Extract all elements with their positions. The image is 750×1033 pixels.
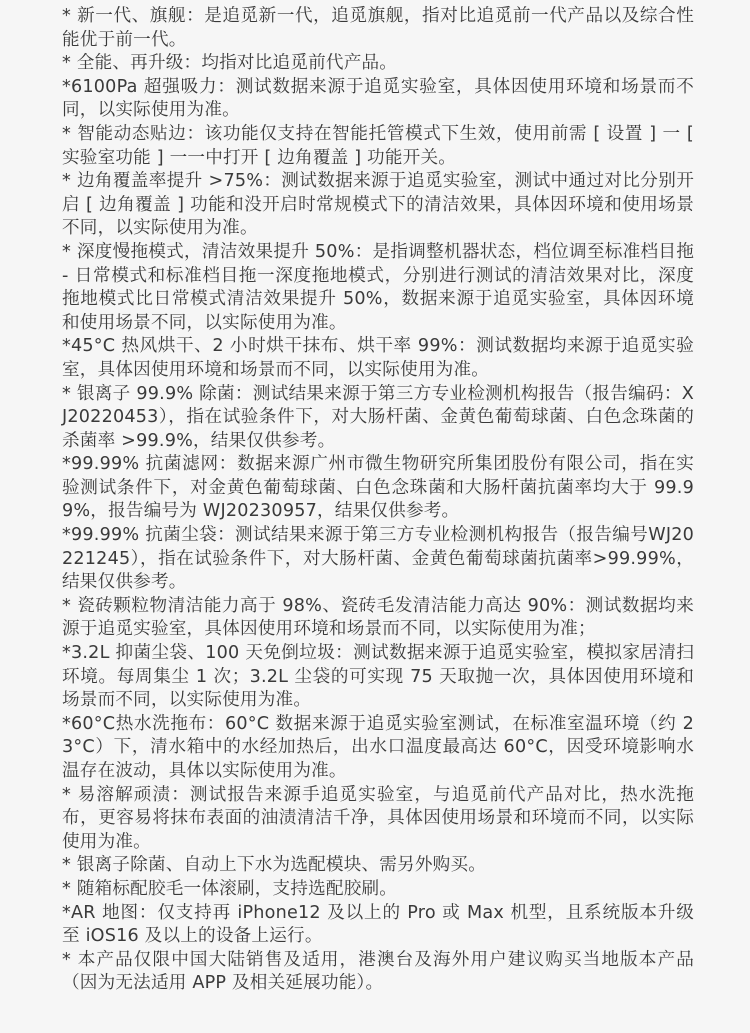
note-corner-coverage: * 边角覆盖率提升 >75%：测试数据来源于追觅实验室，测试中通过对比分别开启 [ 边角覆盖 ] 功能和没开启时常规模式下的清洁效果，具体因环境和使用场景不同，以实际使用为准。 [62,171,694,239]
note-all-round-upgrade: * 全能、再升级：均指对比追觅前代产品。 [62,53,398,74]
note-antibacterial-filter: *99.99% 抗菌滤网：数据来源广州市微生物研究所集团股份有限公司，指在实验测试条件下，对金黄色葡萄球菌、白色念珠菌和大肠杆菌抗菌率均大于 99.99%，报告编号为 WJ20230957，结果仅供参考。 [62,454,694,522]
note-optional-modules: * 银离子除菌、自动上下水为选配模块、需另外购买。 [62,855,487,876]
note-stubborn-stains: * 易溶解顽渍：测试报告来源手追觅实验室，与追觅前代产品对比，热水洗拖布，更容易将抹布表面的油渍清洁千净，具体因使用场景和环境而不同，以实际使用为准。 [62,784,694,852]
note-new-generation-flagship: * 新一代、旗舰：是追觅新一代，追觅旗舰，指对比追觅前一代产品以及综合性能优于前一代。 [62,6,694,50]
note-tile-cleaning: * 瓷砖颗粒物清洁能力高于 98%、瓷砖毛发清洁能力高达 90%：测试数据均来源于追觅实验室，具体因使用环境和场景而不同，以实际使用为准； [62,595,694,640]
note-suction-6100pa: *6100Pa 超强吸力：测试数据来源于追觅实验室，具体因使用环境和场景而不同，以实际使用为准。 [62,76,694,121]
note-region-restriction: * 本产品仅限中国大陆销售及适用，港澳台及海外用户建议购买当地版本产品（因为无法适用 APP 及相关延展功能）。 [62,949,694,994]
note-hot-water-mop-wash: *60°C热水洗拖布：60°C 数据来源于追觅实验室测试，在标准室温环境（约 23°C）下，清水箱中的水经加热后，出水口温度最高达 60°C，因受环境影响水温存在波动，具体以实际使用为准。 [62,713,694,781]
note-dust-bag-100-days: *3.2L 抑菌尘袋、100 天免倒垃圾：测试数据来源于追觅实验室，模拟家居清扫环境。每周集尘 1 次；3.2L 尘袋的可实现 75 天取抛一次，具体因使用环境和场景而不同，以实际使用为准。 [62,643,694,711]
note-silver-ion-sterilization: * 银离子 99.9% 除菌：测试结果来源于第三方专业检测机构报告（报告编码：XJ20220453），指在试验条件下，对大肠杆菌、金黄色葡萄球菌、白色念珠菌的杀菌率 >99.9%，结果仅供参考。 [62,383,694,451]
note-ar-map: *AR 地图：仅支持再 iPhone12 及以上的 Pro 或 Max 机型，且系统版本升级至 iOS16 及以上的设备上运行。 [62,902,694,947]
note-antibacterial-dust-bag: *99.99% 抗菌尘袋：测试结果来源于第三方专业检测机构报告（报告编号WJ20221245），指在试验条件下，对大肠杆菌、金黄色葡萄球菌抗菌率>99.99%，结果仅供参考。 [62,525,694,593]
note-deep-slow-mopping: * 深度慢拖模式，清洁效果提升 50%：是指调整机器状态，档位调至标准档目拖 - 日常模式和标准档目拖一深度拖地模式，分别进行测试的清洁效果对比，深度拖地模式比日常模式清洁效果提升 50%，数据来源于追觅实验室，具体因环境和使用场景不同，以实际使用为准。 [62,241,694,333]
note-roller-brush: * 随箱标配胶毛一体滚刷，支持选配胶刷。 [62,878,398,899]
note-smart-edge-cleaning: * 智能动态贴边：该功能仅支持在智能托管模式下生效，使用前需 [ 设置 ] 一 [ 实验室功能 ] 一一中打开 [ 边角覆盖 ] 功能开关。 [62,123,694,168]
note-hot-air-drying: *45°C 热风烘干、2 小时烘干抹布、烘干率 99%：测试数据均来源于追觅实验室，具体因使用环境和场景而不同，以实际使用为准。 [62,336,694,380]
